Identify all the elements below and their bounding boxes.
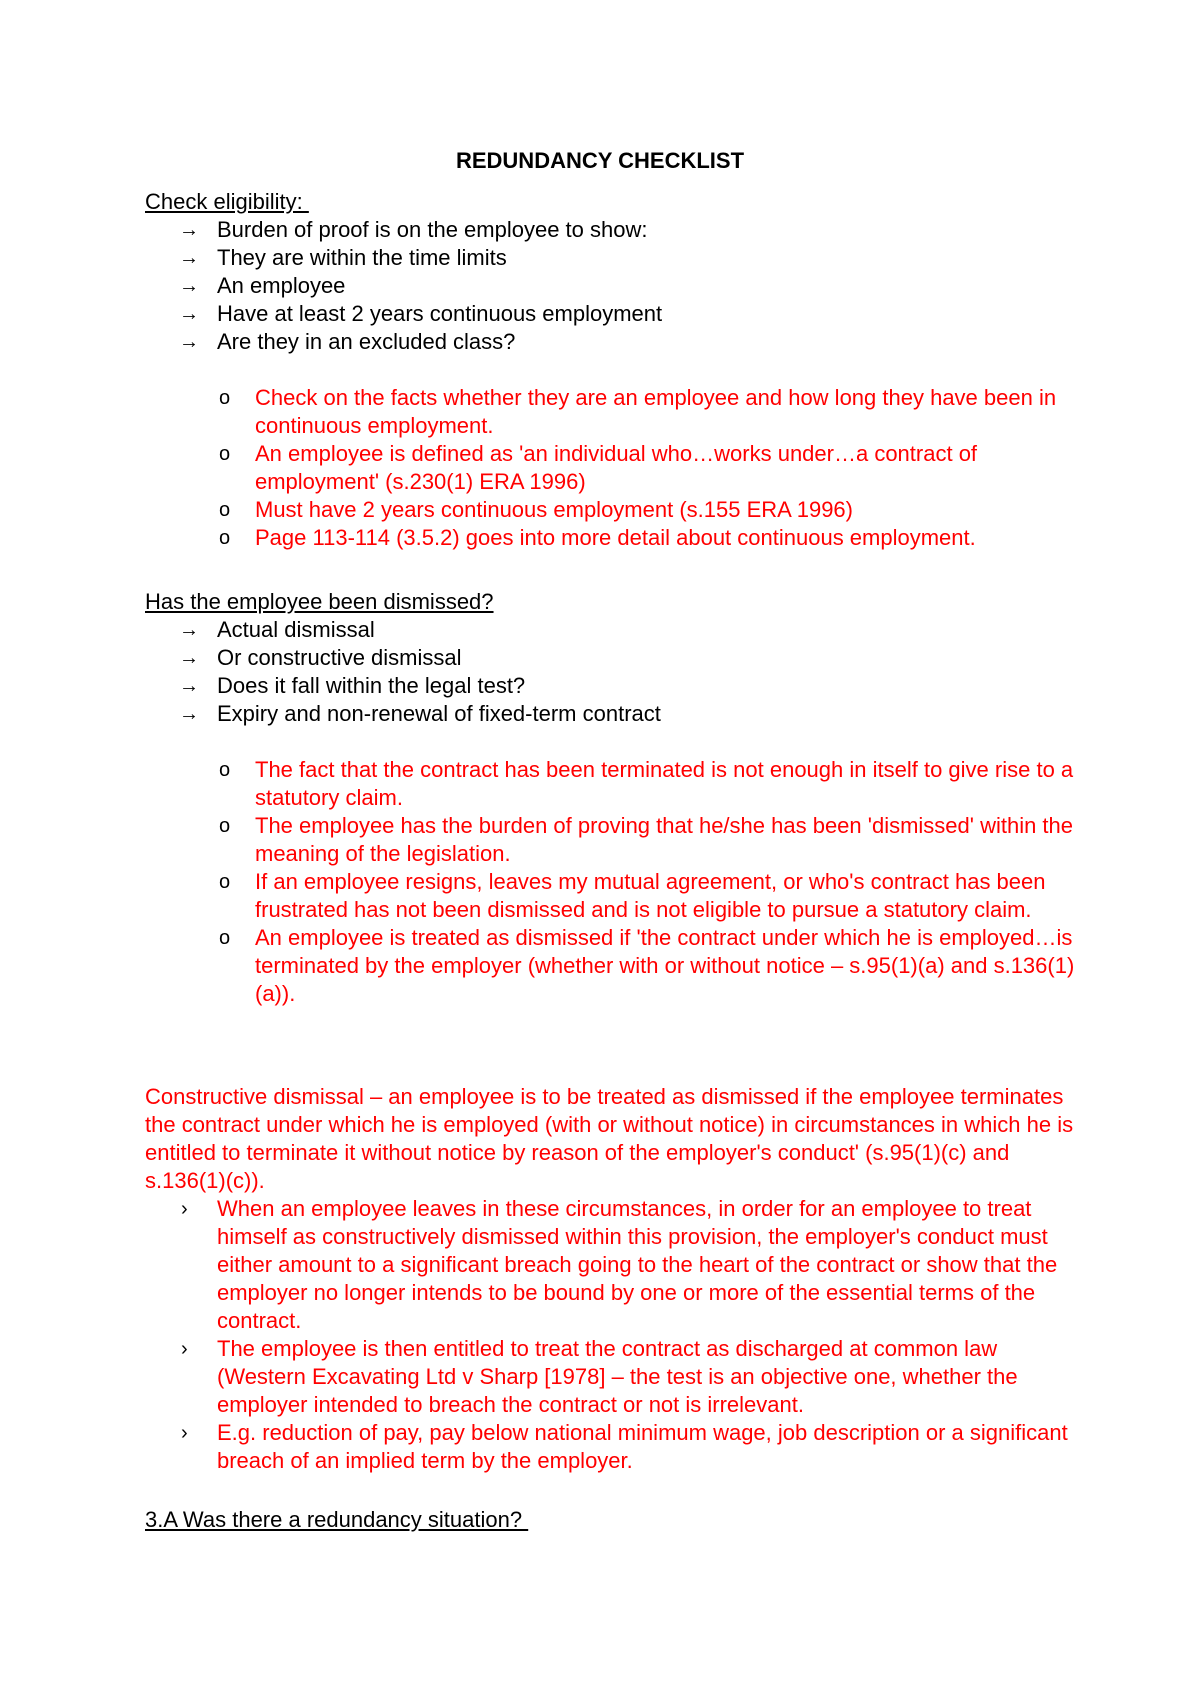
chevron-right-icon: › <box>181 1338 188 1360</box>
list-item: → Are they in an excluded class? <box>179 329 516 354</box>
note-item: o An employee is defined as 'an individual who…works under…a contract of employment' (s.230(1) ERA 1996) <box>219 441 978 494</box>
section-heading: 3.A Was there a redundancy situation? <box>145 1507 529 1532</box>
list-item: → Does it fall within the legal test? <box>179 673 526 698</box>
list-item: → An employee <box>179 273 346 298</box>
note-item: o Page 113-114 (3.5.2) goes into more detail about continuous employment. <box>219 525 976 550</box>
notes-list <box>145 384 1075 552</box>
list-item: → Burden of proof is on the employee to show: <box>179 217 648 242</box>
circle-bullet-icon: o <box>219 527 231 549</box>
arrow-icon: → <box>179 275 199 297</box>
constructive-dismissal-section <box>145 1083 1075 1475</box>
page-title: REDUNDANCY CHECKLIST <box>455 148 745 173</box>
chevron-right-icon: › <box>181 1422 188 1444</box>
constructive-dismissal-paragraph: Constructive dismissal – an employee is to be treated as dismissed if the employee terminates the contract under which he is employed (with or without notice) in circumstances in which he is entitled to terminate it without notice by reason of the employer's conduct' (s.95(1)(c) and s.136(1)(c)). <box>145 1084 1074 1193</box>
arrow-icon: → <box>179 647 199 669</box>
note-item: o The fact that the contract has been terminated is not enough in itself to give rise to a statutory claim. <box>219 757 1074 810</box>
list-item: › When an employee leaves in these circumstances, in order for an employee to treat himself as constructively dismissed within this provision, the employer's conduct must either amount to a significant breach going to the heart of the contract or show that the employer no longer intends to be bound by one or more of the essential terms of the contract. <box>181 1196 1058 1333</box>
list-item: › The employee is then entitled to treat the contract as discharged at common law (Western Excavating Ltd v Sharp [1978] – the test is an objective one, whether the employer intended to breach the contract or not is irrelevant. <box>181 1336 1018 1417</box>
note-item: o The employee has the burden of proving that he/she has been 'dismissed' within the meaning of the legislation. <box>219 813 1074 866</box>
arrow-icon: → <box>179 303 199 325</box>
note-item: o If an employee resigns, leaves my mutual agreement, or who's contract has been frustrated has not been dismissed and is not eligible to pursue a statutory claim. <box>219 869 1046 922</box>
circle-bullet-icon: o <box>219 871 231 893</box>
arrow-icon: → <box>179 219 199 241</box>
arrow-list <box>145 616 1075 728</box>
section-heading: Has the employee been dismissed? <box>145 589 494 614</box>
arrow-icon: → <box>179 247 199 269</box>
arrow-icon: → <box>179 331 199 353</box>
notes-list <box>145 756 1075 1008</box>
list-item: → They are within the time limits <box>179 245 507 270</box>
list-item: → Actual dismissal <box>179 617 375 642</box>
arrow-icon: → <box>179 675 199 697</box>
circle-bullet-icon: o <box>219 759 231 781</box>
section-redundancy <box>145 1506 1075 1534</box>
note-item: o Must have 2 years continuous employment (s.155 ERA 1996) <box>219 497 853 522</box>
circle-bullet-icon: o <box>219 387 231 409</box>
note-item: o Check on the facts whether they are an employee and how long they have been in continuous employment. <box>219 385 1057 438</box>
list-item: → Have at least 2 years continuous employment <box>179 301 663 326</box>
circle-bullet-icon: o <box>219 499 231 521</box>
note-item: o An employee is treated as dismissed if 'the contract under which he is employed…is terminated by the employer (whether with or without notice – s.95(1)(a) and s.136(1)(a)). <box>219 925 1075 1006</box>
chevron-list <box>145 1195 1075 1475</box>
arrow-icon: → <box>179 703 199 725</box>
list-item: › E.g. reduction of pay, pay below national minimum wage, job description or a significant breach of an implied term by the employer. <box>181 1420 1068 1473</box>
chevron-right-icon: › <box>181 1198 188 1220</box>
circle-bullet-icon: o <box>219 443 231 465</box>
arrow-icon: → <box>179 619 199 641</box>
section-dismissal <box>145 588 1075 1008</box>
section-heading: Check eligibility: <box>145 189 309 214</box>
arrow-list <box>145 216 1075 356</box>
list-item: → Expiry and non-renewal of fixed-term contract <box>179 701 661 726</box>
circle-bullet-icon: o <box>219 927 231 949</box>
section-eligibility <box>145 188 1075 552</box>
list-item: → Or constructive dismissal <box>179 645 462 670</box>
circle-bullet-icon: o <box>219 815 231 837</box>
